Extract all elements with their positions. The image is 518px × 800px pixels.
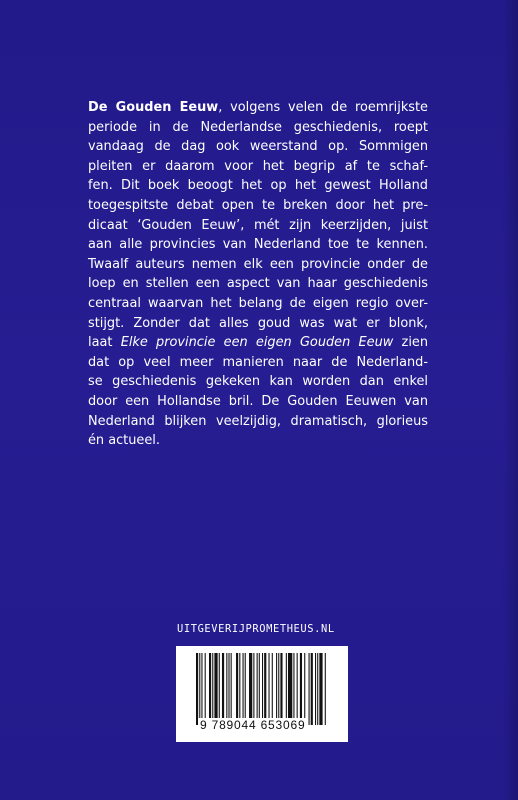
barcode-bar bbox=[196, 653, 198, 725]
barcode-bar bbox=[226, 653, 227, 725]
barcode-bar bbox=[199, 653, 200, 725]
barcode-bar bbox=[245, 653, 246, 725]
barcode-bar bbox=[257, 653, 258, 725]
barcode-bar bbox=[205, 653, 206, 725]
blurb-line: toegespitste debat open te breken door het pre- bbox=[88, 197, 428, 213]
blurb-line: dicaat ‘Gouden Eeuw’, mét zijn keerzijden, juist bbox=[88, 217, 428, 233]
barcode-bar bbox=[286, 653, 287, 725]
blurb-line: stijgt. Zonder dat alles goud was wat er blonk, bbox=[88, 315, 428, 331]
barcode-bar bbox=[300, 653, 302, 725]
blurb-line: dat op veel meer manieren naar de Nederland- bbox=[88, 354, 428, 370]
blurb-line: centraal waarvan het belang de eigen regio over- bbox=[88, 295, 428, 311]
blurb-line: én actueel. bbox=[88, 433, 160, 449]
barcode-bar bbox=[253, 653, 254, 725]
barcode-bar bbox=[259, 653, 260, 725]
barcode-bar bbox=[317, 653, 318, 725]
blurb-line: pleiten er daarom voor het begrip af te schaf- bbox=[88, 158, 428, 174]
blurb-line: periode in de Nederlandse geschiedenis, roept bbox=[88, 119, 428, 135]
blurb-title: De Gouden Eeuw bbox=[88, 100, 219, 115]
barcode-bar bbox=[201, 653, 202, 725]
barcode-bar bbox=[276, 653, 277, 725]
blurb-line: De Gouden Eeuw, volgens velen de roemrijkste bbox=[88, 100, 428, 115]
barcode-bar bbox=[212, 653, 213, 725]
barcode-bar bbox=[243, 653, 244, 725]
barcode-bar bbox=[231, 653, 232, 725]
barcode-bar bbox=[268, 653, 269, 725]
barcode-bar bbox=[304, 653, 305, 725]
barcode-bar bbox=[236, 653, 238, 725]
barcode-bar bbox=[222, 653, 224, 725]
publisher-url: UITGEVERIJPROMETHEUS.NL bbox=[177, 623, 335, 635]
barcode-bar bbox=[209, 653, 211, 725]
blurb-line: laat Elke provincie een eigen Gouden Eeuw zien bbox=[88, 335, 429, 351]
barcode-icon bbox=[196, 653, 328, 725]
barcode-bar bbox=[214, 653, 217, 725]
isbn-number: 9 789044 653069 bbox=[200, 718, 306, 732]
barcode-bar bbox=[315, 653, 316, 725]
spine-shadow bbox=[502, 0, 518, 800]
blurb-line: Twaalf auteurs nemen elk een provincie onder de bbox=[88, 256, 428, 272]
barcode-bar bbox=[219, 653, 220, 725]
blurb-line: vandaag de dag ook weerstand op. Sommigen bbox=[88, 139, 428, 155]
barcode-bar bbox=[228, 653, 229, 725]
blurb-line: door een Hollandse bril. De Gouden Eeuwen van bbox=[88, 393, 428, 409]
barcode-panel bbox=[176, 646, 348, 742]
barcode-bar bbox=[319, 653, 322, 725]
blurb-line: fen. Dit boek beoogt het op het gewest Holland bbox=[88, 178, 428, 194]
barcode-bar bbox=[325, 653, 326, 725]
book-title-italic: Elke provincie een eigen Gouden Eeuw bbox=[120, 335, 394, 351]
blurb-line: loep en stellen een aspect van haar geschiedenis bbox=[88, 276, 428, 292]
barcode-bar bbox=[288, 653, 292, 725]
blurb-line: se geschiedenis gekeken kan worden dan enkel bbox=[88, 374, 428, 390]
blurb-line: aan alle provincies van Nederland toe te kennen. bbox=[88, 237, 428, 253]
barcode-bar bbox=[272, 653, 273, 725]
back-cover-blurb bbox=[88, 98, 428, 451]
barcode-bar bbox=[262, 653, 263, 725]
barcode-bar bbox=[311, 653, 313, 725]
barcode-bar bbox=[280, 653, 282, 725]
blurb-line: Nederland blijken veelzijdig, dramatisch, glorieus bbox=[88, 413, 428, 429]
barcode-bar bbox=[264, 653, 266, 725]
barcode-bar bbox=[249, 653, 252, 725]
barcode-bar bbox=[239, 653, 240, 725]
barcode-bar bbox=[309, 653, 310, 725]
barcode-bar bbox=[293, 653, 294, 725]
barcode-bar bbox=[297, 653, 298, 725]
barcode-bar bbox=[278, 653, 279, 725]
